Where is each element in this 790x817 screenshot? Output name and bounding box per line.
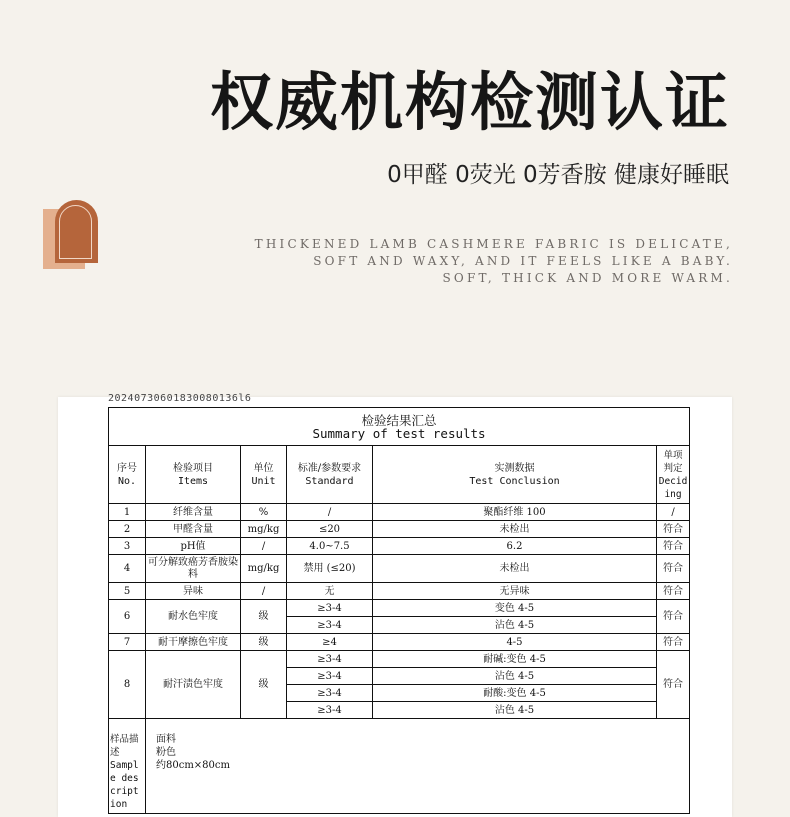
cell-unit: 级 [241, 651, 287, 719]
table-row [109, 521, 690, 538]
cell-no: 2 [109, 521, 146, 538]
header-en: Items [177, 475, 209, 487]
header-cn: 单位 [253, 462, 274, 474]
cell-no: 4 [109, 555, 146, 583]
cell-result: 沾色 4-5 [373, 702, 657, 719]
header-cn: 序号 [117, 462, 137, 474]
page-title: 权威机构检测认证 [210, 66, 730, 139]
cell-result: 未检出 [373, 521, 657, 538]
cell-no: 1 [109, 504, 146, 521]
header-en: Deciding [658, 475, 688, 500]
cell-unit: 级 [241, 634, 287, 651]
header-en: Unit [251, 475, 276, 487]
english-description [213, 236, 733, 287]
col-header-unit [241, 446, 287, 504]
cell-result: 耐碱:变色 4-5 [373, 651, 657, 668]
table-header-row [109, 446, 690, 504]
header-cn: 检验项目 [173, 462, 213, 474]
sample-line: 约80cm×80cm [156, 760, 230, 771]
table-row [109, 555, 690, 583]
cell-item: 耐水色牢度 [146, 600, 241, 634]
cell-result: 变色 4-5 [373, 600, 657, 617]
sample-label-en: Sample description [110, 760, 139, 810]
cell-item: pH值 [146, 538, 241, 555]
cell-standard: ≥4 [287, 634, 373, 651]
cell-item: 可分解致癌芳香胺染料 [146, 555, 241, 583]
cell-item: 耐汗渍色牢度 [146, 651, 241, 719]
cell-standard: ≥3-4 [287, 685, 373, 702]
cell-standard: 无 [287, 583, 373, 600]
col-header-items [146, 446, 241, 504]
header-cn: 标准/参数要求 [297, 462, 362, 474]
cell-deciding: / [657, 504, 690, 521]
col-header-no [109, 446, 146, 504]
english-line: SOFT AND WAXY, AND IT FEELS LIKE A BABY. [313, 254, 733, 268]
sample-description [146, 719, 690, 814]
cell-no: 6 [109, 600, 146, 634]
english-line: THICKENED LAMB CASHMERE FABRIC IS DELICATE, [254, 237, 733, 251]
cell-deciding: 符合 [657, 555, 690, 583]
cell-result: 聚酯纤维 100 [373, 504, 657, 521]
cell-no: 3 [109, 538, 146, 555]
report-number: 20240730601830080136l6 [108, 393, 252, 404]
cell-unit: 级 [241, 600, 287, 634]
cell-item: 耐干摩擦色牢度 [146, 634, 241, 651]
table-row [109, 504, 690, 521]
cell-result: 4-5 [373, 634, 657, 651]
table-title-en: Summary of test results [312, 425, 486, 441]
cell-unit: % [241, 504, 287, 521]
cell-item: 异味 [146, 583, 241, 600]
cell-deciding: 符合 [657, 583, 690, 600]
sample-line: 粉色 [156, 747, 176, 758]
header-cn: 实测数据 [494, 462, 535, 474]
cell-deciding: 符合 [657, 634, 690, 651]
sample-line: 面料 [156, 734, 176, 745]
page-subtitle: 0甲醛 0荧光 0芳香胺 健康好睡眠 [387, 162, 729, 188]
cell-no: 5 [109, 583, 146, 600]
cell-deciding: 符合 [657, 600, 690, 634]
table-row [109, 538, 690, 555]
cell-result: 沾色 4-5 [373, 617, 657, 634]
cell-standard: ≥3-4 [287, 668, 373, 685]
col-header-result [373, 446, 657, 504]
cell-standard: ≤20 [287, 521, 373, 538]
sample-row [109, 719, 690, 814]
cell-standard: / [287, 504, 373, 521]
cell-no: 8 [109, 651, 146, 719]
sample-label [109, 719, 146, 814]
cell-item: 纤维含量 [146, 504, 241, 521]
cell-unit: mg/kg [241, 555, 287, 583]
table-row [109, 651, 690, 668]
cell-standard: ≥3-4 [287, 617, 373, 634]
cell-unit: / [241, 538, 287, 555]
cell-result: 沾色 4-5 [373, 668, 657, 685]
cell-result: 6.2 [373, 538, 657, 555]
cell-no: 7 [109, 634, 146, 651]
cell-deciding: 符合 [657, 521, 690, 538]
cell-result: 耐酸:变色 4-5 [373, 685, 657, 702]
header-cn: 单项判定 [663, 449, 683, 474]
cell-result: 无异味 [373, 583, 657, 600]
sample-label-cn: 样品描述 [110, 734, 139, 758]
english-line: SOFT, THICK AND MORE WARM. [442, 271, 733, 285]
header-en: Test Conclusion [469, 475, 560, 487]
header-en: Standard [305, 475, 354, 487]
table-title-cn: 检验结果汇总 [361, 412, 437, 428]
col-header-deciding [657, 446, 690, 504]
arch-decoration-icon [43, 200, 99, 270]
cell-result: 未检出 [373, 555, 657, 583]
cell-deciding: 符合 [657, 538, 690, 555]
results-table [108, 407, 690, 814]
table-row [109, 600, 690, 617]
cell-standard: ≥3-4 [287, 651, 373, 668]
table-title [109, 408, 690, 446]
cell-standard: ≥3-4 [287, 702, 373, 719]
table-row [109, 634, 690, 651]
cell-standard: ≥3-4 [287, 600, 373, 617]
cell-deciding: 符合 [657, 651, 690, 719]
cell-standard: 4.0~7.5 [287, 538, 373, 555]
cell-standard: 禁用 (≤20) [287, 555, 373, 583]
col-header-standard [287, 446, 373, 504]
cell-unit: mg/kg [241, 521, 287, 538]
cell-item: 甲醛含量 [146, 521, 241, 538]
cell-unit: / [241, 583, 287, 600]
header-en: No. [117, 475, 137, 487]
table-row [109, 583, 690, 600]
